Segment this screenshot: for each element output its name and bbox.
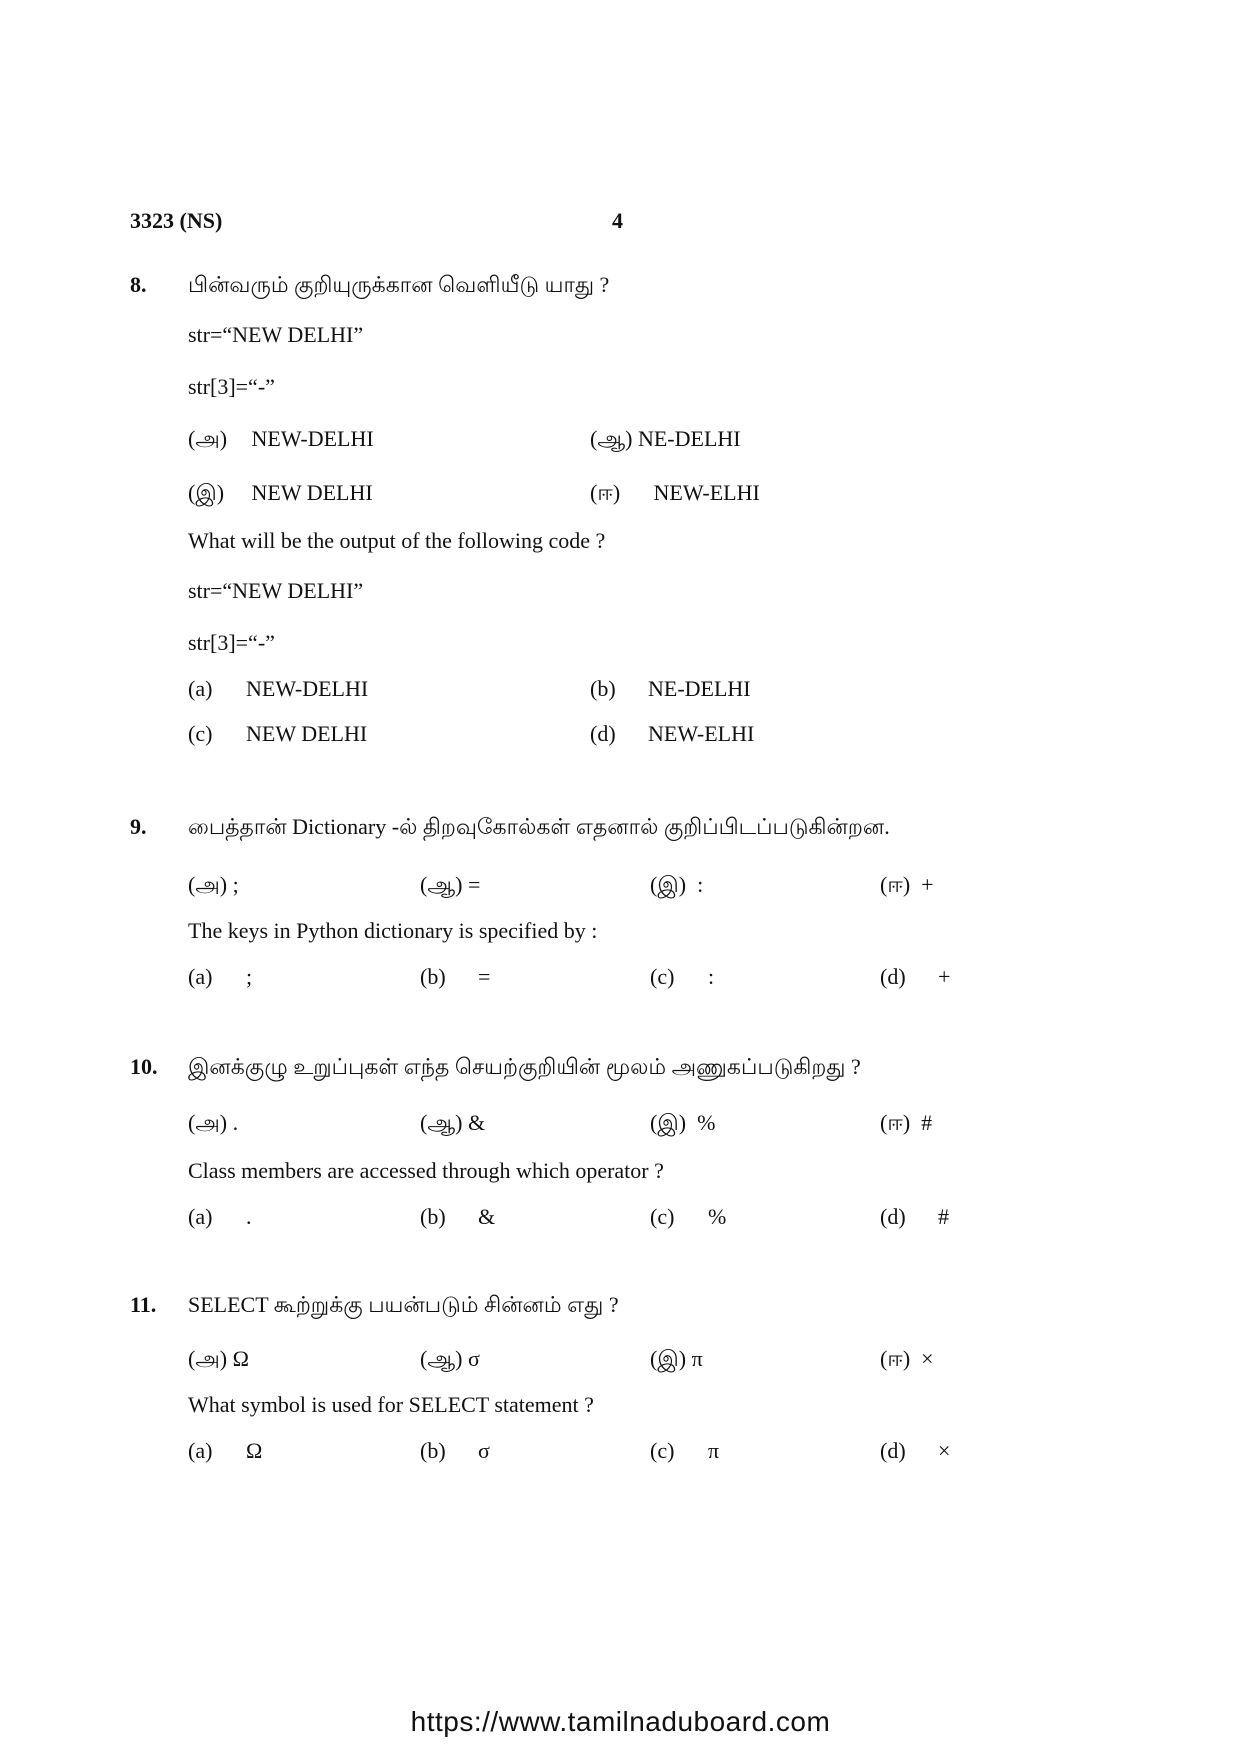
question-text-english: What will be the output of the following code ? bbox=[188, 528, 606, 553]
option-text: % bbox=[697, 1110, 716, 1135]
option-label: (b) bbox=[420, 1438, 446, 1463]
option-label: (இ) bbox=[650, 872, 687, 897]
option-text: NEW DELHI bbox=[251, 480, 373, 505]
option-text: # bbox=[921, 1110, 933, 1135]
option-text: : bbox=[708, 964, 715, 989]
question-text-tamil: இனக்குழு உறுப்புகள் எந்த செயற்குறியின் மூலம் அணுகப்படுகிறது ? bbox=[188, 1054, 861, 1079]
option-tamil-3 bbox=[650, 872, 703, 901]
option-text: + bbox=[938, 964, 951, 989]
option-text: + bbox=[921, 872, 934, 897]
option-text: π bbox=[691, 1346, 703, 1371]
option-tamil-3 bbox=[188, 480, 373, 509]
option-label: (ஈ) bbox=[880, 1110, 911, 1135]
option-label: (d) bbox=[880, 1204, 906, 1229]
option-text: = bbox=[478, 964, 491, 989]
option-english-c bbox=[188, 721, 367, 747]
option-tamil-4 bbox=[880, 872, 934, 901]
option-text: NEW-ELHI bbox=[648, 721, 755, 746]
option-label: (ஈ) bbox=[880, 1346, 911, 1371]
option-text: NEW DELHI bbox=[246, 721, 368, 746]
option-text: NEW-DELHI bbox=[246, 676, 369, 701]
code-line: str=“NEW DELHI” bbox=[188, 578, 364, 603]
question-text-tamil: பைத்தான் Dictionary -ல் திறவுகோல்கள் எதனால் குறிப்பிடப்படுகின்றன. bbox=[188, 814, 890, 839]
option-text: Ω bbox=[246, 1438, 263, 1463]
option-label: (a) bbox=[188, 676, 213, 701]
option-text: π bbox=[708, 1438, 720, 1463]
option-text: NE-DELHI bbox=[648, 676, 751, 701]
option-tamil-2 bbox=[590, 426, 741, 455]
option-text: % bbox=[708, 1204, 727, 1229]
option-label: (அ) bbox=[188, 1346, 228, 1371]
option-text: & bbox=[478, 1204, 496, 1229]
option-english-a bbox=[188, 964, 252, 990]
option-tamil-3 bbox=[650, 1346, 703, 1375]
option-english-c bbox=[650, 1438, 719, 1464]
option-text: : bbox=[697, 872, 704, 897]
option-label: (c) bbox=[188, 721, 213, 746]
option-label: (c) bbox=[650, 964, 675, 989]
code-line: str[3]=“-” bbox=[188, 374, 275, 399]
option-label: (அ) bbox=[188, 872, 228, 897]
option-tamil-1 bbox=[188, 1110, 238, 1139]
option-label: (a) bbox=[188, 1438, 213, 1463]
option-english-a bbox=[188, 1204, 252, 1230]
option-label: (இ) bbox=[188, 480, 225, 505]
option-tamil-2 bbox=[420, 872, 480, 901]
option-tamil-1 bbox=[188, 426, 374, 455]
option-text: ; bbox=[246, 964, 253, 989]
footer-url[interactable]: https://www.tamilnaduboard.com bbox=[410, 1706, 831, 1737]
option-english-d bbox=[880, 1204, 949, 1230]
question-text-english: The keys in Python dictionary is specified by : bbox=[188, 918, 598, 943]
option-tamil-3 bbox=[650, 1110, 715, 1139]
option-label: (அ) bbox=[188, 1110, 228, 1135]
option-english-a bbox=[188, 1438, 262, 1464]
option-text: NE-DELHI bbox=[637, 426, 741, 451]
option-tamil-1 bbox=[188, 1346, 249, 1375]
option-text: σ bbox=[478, 1438, 490, 1463]
option-text: × bbox=[938, 1438, 951, 1463]
option-text: & bbox=[467, 1110, 486, 1135]
question-text-tamil: பின்வரும் குறியுருக்கான வெளியீடு யாது ? bbox=[188, 272, 610, 297]
option-text: Ω bbox=[232, 1346, 249, 1371]
option-english-d bbox=[880, 1438, 950, 1464]
question-number: 9. bbox=[130, 814, 147, 839]
option-text: × bbox=[921, 1346, 934, 1371]
option-tamil-4 bbox=[880, 1346, 934, 1375]
option-tamil-4 bbox=[880, 1110, 932, 1139]
option-label: (b) bbox=[420, 964, 446, 989]
option-english-d bbox=[880, 964, 950, 990]
question-number: 10. bbox=[130, 1054, 158, 1079]
option-label: (c) bbox=[650, 1204, 675, 1229]
option-label: (ஆ) bbox=[420, 872, 463, 897]
option-label: (b) bbox=[420, 1204, 446, 1229]
option-tamil-4 bbox=[590, 480, 760, 509]
option-label: (a) bbox=[188, 964, 213, 989]
option-label: (இ) bbox=[650, 1110, 687, 1135]
option-text: # bbox=[938, 1204, 949, 1229]
option-english-d bbox=[590, 721, 754, 747]
option-english-b bbox=[420, 964, 490, 990]
page-number: 4 bbox=[612, 208, 623, 233]
option-english-a bbox=[188, 676, 368, 702]
option-english-b bbox=[590, 676, 751, 702]
option-label: (a) bbox=[188, 1204, 213, 1229]
option-label: (b) bbox=[590, 676, 616, 701]
question-number: 8. bbox=[130, 272, 147, 297]
question-text-english: Class members are accessed through which operator ? bbox=[188, 1158, 664, 1183]
option-label: (d) bbox=[590, 721, 616, 746]
option-text: . bbox=[246, 1204, 252, 1229]
option-english-b bbox=[420, 1204, 495, 1230]
option-text: NEW-ELHI bbox=[653, 480, 760, 505]
option-label: (அ) bbox=[188, 426, 228, 451]
question-text-english: What symbol is used for SELECT statement ? bbox=[188, 1392, 594, 1417]
option-english-c bbox=[650, 1204, 726, 1230]
option-text: . bbox=[232, 1110, 239, 1135]
option-text: NEW-DELHI bbox=[251, 426, 374, 451]
paper-code: 3323 (NS) bbox=[130, 208, 223, 233]
option-label: (ஈ) bbox=[880, 872, 911, 897]
option-text: ; bbox=[232, 872, 239, 897]
question-text-tamil: SELECT கூற்றுக்கு பயன்படும் சின்னம் எது ? bbox=[188, 1292, 619, 1317]
option-english-b bbox=[420, 1438, 490, 1464]
code-line: str=“NEW DELHI” bbox=[188, 322, 364, 347]
option-tamil-2 bbox=[420, 1110, 485, 1139]
option-label: (ஆ) bbox=[420, 1346, 463, 1371]
question-number: 11. bbox=[130, 1292, 157, 1317]
option-english-c bbox=[650, 964, 714, 990]
option-label: (ஈ) bbox=[590, 480, 621, 505]
code-line: str[3]=“-” bbox=[188, 630, 275, 655]
option-label: (d) bbox=[880, 964, 906, 989]
option-text: = bbox=[467, 872, 481, 897]
option-label: (d) bbox=[880, 1438, 906, 1463]
option-text: σ bbox=[467, 1346, 480, 1371]
option-tamil-2 bbox=[420, 1346, 480, 1375]
option-tamil-1 bbox=[188, 872, 239, 901]
option-label: (c) bbox=[650, 1438, 675, 1463]
option-label: (இ) bbox=[650, 1346, 687, 1371]
option-label: (ஆ) bbox=[590, 426, 633, 451]
option-label: (ஆ) bbox=[420, 1110, 463, 1135]
